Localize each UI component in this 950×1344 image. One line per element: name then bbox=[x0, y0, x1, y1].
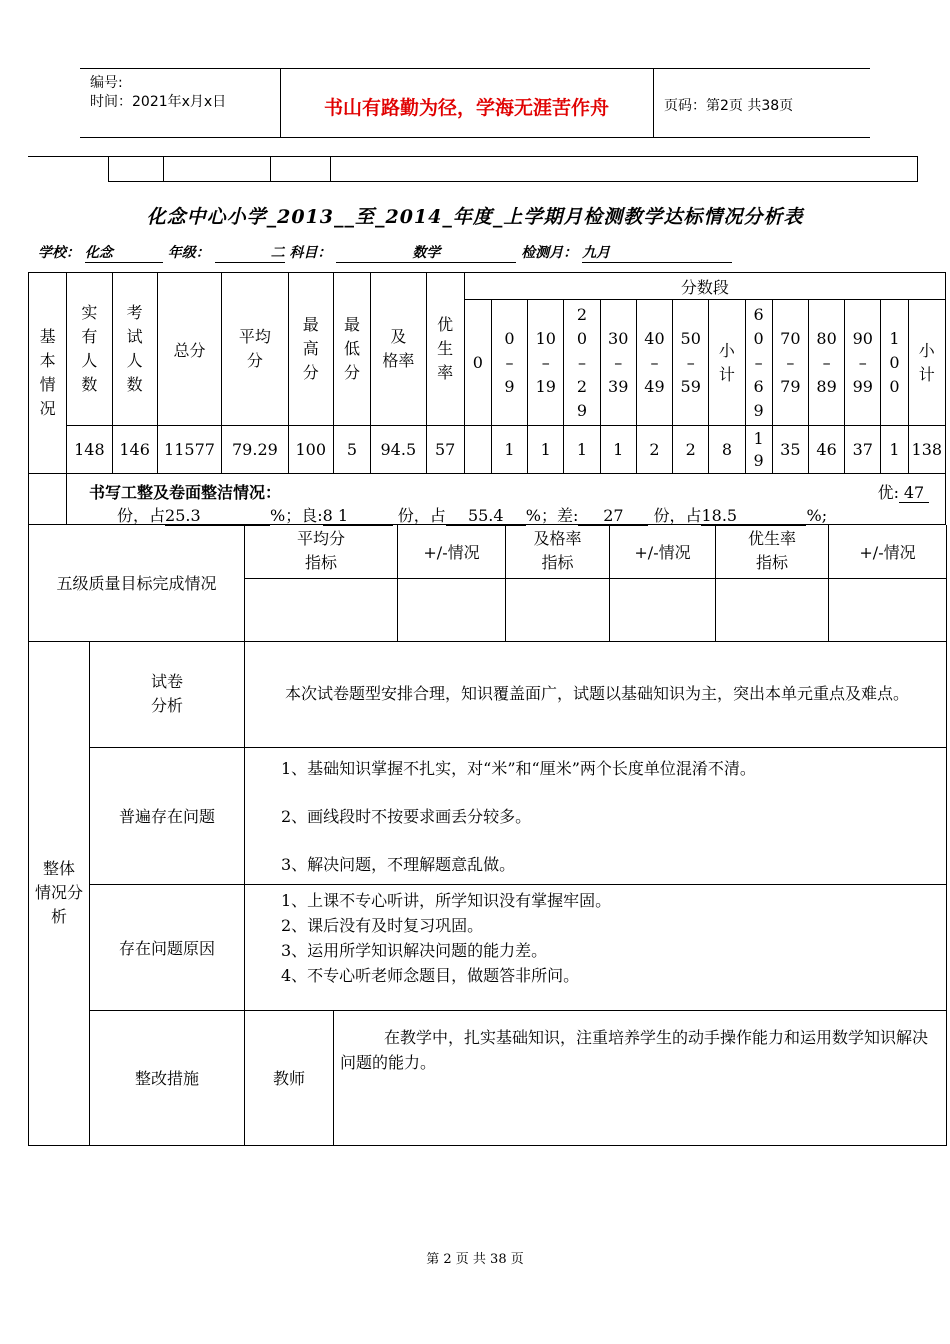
page-footer: 第 2 页 共 38 页 bbox=[426, 1252, 524, 1267]
band-value-10: 46 bbox=[808, 426, 844, 474]
quality-excellent-delta-value bbox=[829, 578, 947, 641]
page-label: 页码：第2页 共38页 bbox=[664, 98, 794, 114]
quality-avg-value bbox=[245, 578, 398, 641]
teacher-label: 教师 bbox=[245, 1010, 334, 1145]
school-value: 化念 bbox=[85, 242, 163, 263]
paper-label: 试卷 分析 bbox=[90, 641, 245, 747]
header-average: 平均 分 bbox=[222, 273, 288, 426]
header-pass-rate: 及 格率 bbox=[371, 273, 426, 426]
causes-list bbox=[245, 884, 947, 1010]
cause-item-3: 3、运用所学知识解决问题的能力差。 bbox=[281, 940, 548, 960]
basic-value-6: 94.5 bbox=[371, 426, 426, 474]
analysis-table bbox=[28, 641, 947, 1146]
excellent-label: 优: bbox=[877, 483, 899, 502]
good-count: 8 1 bbox=[323, 506, 393, 526]
problems-list bbox=[245, 747, 947, 884]
band-value-8: 1 9 bbox=[745, 426, 772, 474]
quality-excellent-delta-header: +/-情况 bbox=[829, 525, 947, 578]
subject-label: 科目： bbox=[289, 245, 332, 261]
band-header-13: 小 计 bbox=[908, 300, 945, 426]
band-header-12: 1 0 0 bbox=[881, 300, 908, 426]
page-title: 化念中心小学_2013__至_2014_年度_上学期月检测教学达标情况分析表 bbox=[146, 206, 804, 228]
header-min: 最 低 分 bbox=[333, 273, 370, 426]
quality-pass-value bbox=[506, 578, 610, 641]
cause-item-2: 2、课后没有及时复习巩固。 bbox=[281, 915, 484, 935]
basic-stats-table bbox=[28, 272, 946, 474]
band-header-1: 0 – 9 bbox=[491, 300, 527, 426]
subject-value: 数学 bbox=[336, 242, 516, 263]
band-header-9: 70 – 79 bbox=[772, 300, 808, 426]
band-header-5: 40 – 49 bbox=[636, 300, 672, 426]
excellent-pct: 25.3 bbox=[165, 506, 270, 526]
problem-item-1: 1、基础知识掌握不扎实，对“米”和“厘米”两个长度单位混淆不清。 bbox=[281, 759, 756, 778]
cause-item-4: 4、不专心听老师念题目，做题答非所问。 bbox=[281, 965, 580, 985]
basic-value-7: 57 bbox=[426, 426, 464, 474]
grade-label: 年级： bbox=[167, 245, 210, 261]
paper-text: 本次试卷题型安排合理，知识覆盖面广，试题以基础知识为主，突出本单元重点及难点。 bbox=[245, 641, 947, 747]
causes-label: 存在问题原因 bbox=[90, 884, 245, 1010]
quality-avg-header: 平均分 指标 bbox=[245, 525, 398, 578]
quality-avg-delta-header: +/-情况 bbox=[398, 525, 506, 578]
band-header-10: 80 – 89 bbox=[808, 300, 844, 426]
excellent-count: 47 bbox=[899, 483, 929, 503]
basic-value-5: 5 bbox=[333, 426, 370, 474]
page-header bbox=[80, 68, 870, 138]
problem-item-2: 2、画线段时不按要求画丢分较多。 bbox=[281, 807, 532, 826]
problem-item-3: 3、解决问题，不理解题意乱做。 bbox=[281, 855, 516, 874]
quality-table bbox=[28, 525, 947, 642]
writing-label: 书写工整及卷面整洁情况： bbox=[89, 483, 282, 502]
score-band-title: 分数段 bbox=[464, 273, 945, 300]
cause-item-1: 1、上课不专心听讲，所学知识没有掌握牢固。 bbox=[281, 890, 612, 910]
poor-pct: 18.5 bbox=[701, 506, 806, 526]
header-exam-count: 考 试 人 数 bbox=[112, 273, 157, 426]
quality-avg-delta-value bbox=[398, 578, 506, 641]
basic-value-4: 100 bbox=[288, 426, 333, 474]
band-header-3: 2 0 – 2 9 bbox=[564, 300, 600, 426]
poor-label: 差: bbox=[556, 506, 579, 525]
part-label-1: 份，占 bbox=[117, 506, 166, 525]
band-value-12: 1 bbox=[881, 426, 908, 474]
poor-count: 27 bbox=[578, 506, 648, 526]
band-header-11: 90 – 99 bbox=[845, 300, 881, 426]
good-pct: 55.4 bbox=[446, 506, 526, 526]
header-excellent-rate: 优 生 率 bbox=[426, 273, 464, 426]
part-label-3: 份，占 bbox=[653, 506, 702, 525]
band-value-9: 35 bbox=[772, 426, 808, 474]
band-header-7: 小 计 bbox=[709, 300, 745, 426]
motto: 书山有路勤为径，学海无涯苦作舟 bbox=[323, 97, 609, 119]
school-label: 学校： bbox=[38, 245, 80, 261]
analysis-section-label: 整体 情况分析 bbox=[29, 641, 90, 1145]
quality-pass-delta-header: +/-情况 bbox=[610, 525, 716, 578]
band-value-5: 2 bbox=[636, 426, 672, 474]
band-value-1: 1 bbox=[491, 426, 527, 474]
band-header-0: 0 bbox=[464, 300, 491, 426]
header-total: 总分 bbox=[157, 273, 221, 426]
band-value-4: 1 bbox=[600, 426, 636, 474]
quality-pass-delta-value bbox=[610, 578, 716, 641]
measures-text: 在教学中，扎实基础知识，注重培养学生的动手操作能力和运用数学知识解决问题的能力。 bbox=[334, 1010, 947, 1145]
part-label-2: 份，占 bbox=[397, 506, 446, 525]
band-value-7: 8 bbox=[709, 426, 745, 474]
basic-value-0: 148 bbox=[67, 426, 112, 474]
writing-excellent bbox=[878, 480, 929, 503]
grade-value: 二 bbox=[215, 242, 285, 263]
pct-label-3: %; bbox=[806, 506, 828, 525]
problems-label: 普遍存在问题 bbox=[90, 747, 245, 884]
basic-value-3: 79.29 bbox=[222, 426, 288, 474]
basic-value-2: 11577 bbox=[157, 426, 221, 474]
quality-pass-header: 及格率 指标 bbox=[506, 525, 610, 578]
writing-detail bbox=[117, 503, 827, 526]
measures-label: 整改措施 bbox=[90, 1010, 245, 1145]
header-actual-count: 实 有 人 数 bbox=[67, 273, 112, 426]
writing-row bbox=[28, 472, 946, 525]
band-value-6: 2 bbox=[673, 426, 709, 474]
basic-value-1: 146 bbox=[112, 426, 157, 474]
band-value-11: 37 bbox=[845, 426, 881, 474]
info-line bbox=[38, 242, 732, 263]
quality-excellent-header: 优生率 指标 bbox=[716, 525, 829, 578]
good-label: 良: bbox=[301, 506, 323, 525]
header-max: 最 高 分 bbox=[288, 273, 333, 426]
band-header-8: 6 0 – 6 9 bbox=[745, 300, 772, 426]
band-header-4: 30 – 39 bbox=[600, 300, 636, 426]
quality-excellent-value bbox=[716, 578, 829, 641]
band-header-2: 10 – 19 bbox=[528, 300, 564, 426]
month-value: 九月 bbox=[582, 242, 732, 263]
band-value-13: 138 bbox=[908, 426, 945, 474]
quality-label: 五级质量目标完成情况 bbox=[29, 525, 245, 641]
pct-label-1: %； bbox=[270, 506, 302, 525]
band-value-2: 1 bbox=[528, 426, 564, 474]
band-value-0 bbox=[464, 426, 491, 474]
month-label: 检测月： bbox=[521, 245, 578, 261]
band-value-3: 1 bbox=[564, 426, 600, 474]
blank-rule-row bbox=[28, 156, 918, 182]
time-label: 时间：2021年x月x日 bbox=[90, 94, 227, 110]
band-header-6: 50 – 59 bbox=[673, 300, 709, 426]
code-label: 编号: bbox=[90, 75, 123, 91]
pct-label-2: %； bbox=[525, 506, 557, 525]
basic-section-label: 基 本 情 况 bbox=[29, 273, 67, 474]
